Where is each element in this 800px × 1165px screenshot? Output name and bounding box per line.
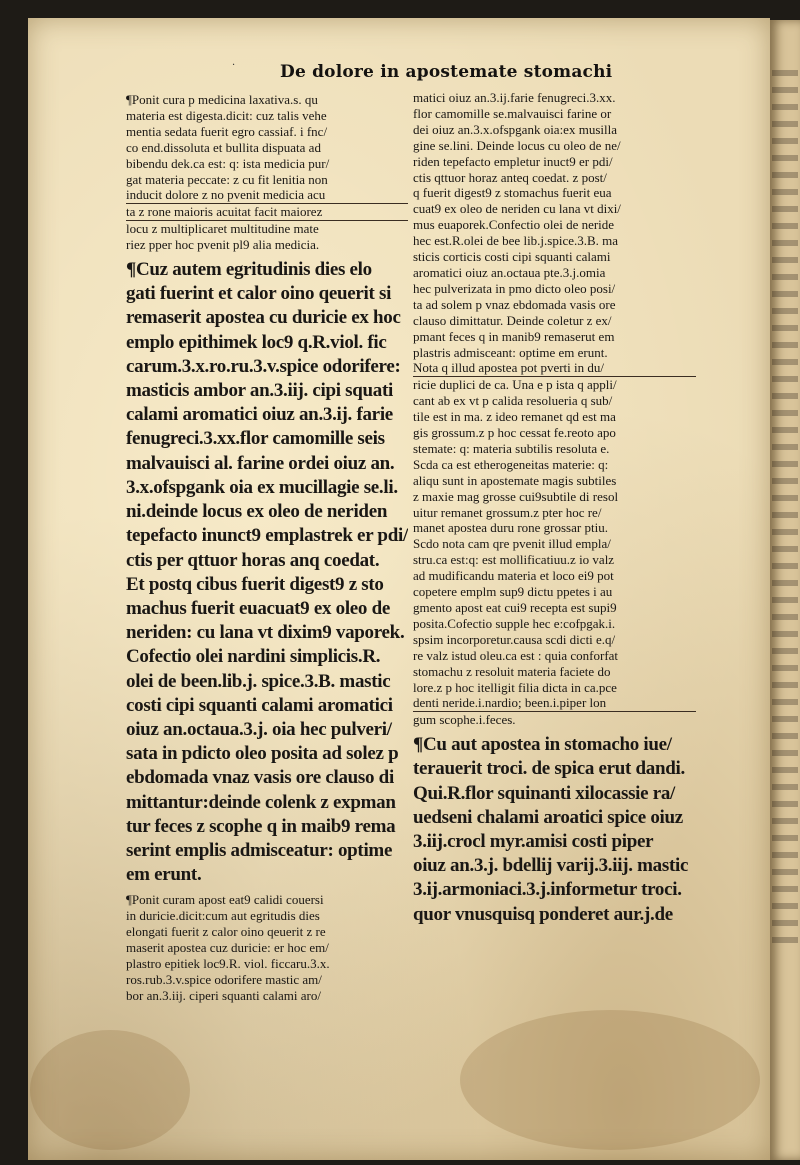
- text-line: malvauisci al. farine ordei oiuz an.: [126, 452, 395, 474]
- text-line: locu z multiplicaret multitudine mate: [126, 221, 319, 237]
- text-line: olei de been.lib.j. spice.3.B. mastic: [126, 670, 391, 692]
- text-line: q fuerit digest9 z stomachus fuerit eua: [413, 185, 612, 201]
- text-line: tur feces z scophe q in maib9 rema: [126, 815, 396, 837]
- text-line: tepefacto inunct9 emplastrek er pdi/: [126, 525, 408, 547]
- text-line: plastris admisceant: optime em erunt.: [413, 344, 608, 360]
- text-line: calami aromatici oiuz an.3.ij. farie: [126, 404, 393, 426]
- text-line: emplo epithimek loc9 q.R.viol. fic: [126, 331, 387, 353]
- text-line: terauerit troci. de spica erut dandi.: [413, 758, 685, 780]
- text-line: Qui.R.flor squinanti xilocassie ra/: [413, 782, 676, 804]
- text-line: uedseni chalami aroatici spice oiuz: [413, 806, 683, 828]
- text-line: aromatici oiuz an.octaua pte.3.j.omia: [413, 264, 606, 280]
- text-line: ad mudificandu materia et loco ei9 pot: [413, 568, 614, 584]
- text-line: lore.z p hoc itelligit filia dicta in ca.pce: [413, 679, 617, 695]
- text-line: in duricie.dicit:cum aut egritudis dies: [126, 908, 320, 924]
- left-text-column: [126, 92, 408, 1004]
- text-line: sticis corticis costi cipi squanti calami: [413, 249, 611, 265]
- text-line: ¶Cu aut apostea in stomacho iue/: [413, 734, 672, 756]
- text-line: masticis ambor an.3.iij. cipi squati: [126, 380, 394, 402]
- text-line: z maxie mag grosse cui9subtile di resol: [413, 488, 619, 504]
- text-line: ¶Ponit cura p medicina laxativa.s. qu: [126, 92, 318, 107]
- text-line: ebdomada vnaz vasis ore clauso di: [126, 767, 394, 789]
- text-line: elongati fuerit z calor oino qeuerit z re: [126, 924, 326, 940]
- text-line: posita.Cofectio supple hec e:cofpgak.i.: [413, 615, 616, 631]
- text-line: ta z rone maioris acuitat facit maiorez: [126, 204, 408, 221]
- text-line: flor camomille se.malvauisci farine or: [413, 105, 612, 121]
- text-line: oiuz an.octaua.3.j. oia hec pulveri/: [126, 718, 392, 740]
- text-line: ricie duplici de ca. Una e p ista q appli/: [413, 377, 617, 393]
- text-line: hec pulverizata in pmo dicto oleo posi/: [413, 280, 616, 296]
- text-line: gmento apost eat cui9 recepta est supi9: [413, 600, 617, 615]
- text-line: Nota q illud apostea pot pverti in du/: [413, 360, 696, 377]
- text-line: mentia sedata fuerit egro cassiaf. i fnc/: [126, 123, 328, 139]
- text-line: Cofectio olei nardini simplicis.R.: [126, 646, 381, 668]
- page-mark: ·: [232, 60, 236, 71]
- text-line: ta ad solem p vnaz ebdomada vasis ore: [413, 296, 616, 312]
- text-line: riez pper hoc pvenit pl9 alia medicia.: [126, 237, 320, 253]
- text-line: copetere emplm sup9 dictu ppetes i au: [413, 584, 613, 600]
- text-line: Scda ca est etherogeneitas materie: q:: [413, 456, 609, 472]
- text-line: tile est in ma. z ideo remanet qd est ma: [413, 409, 616, 425]
- text-line: machus fuerit euacuat9 ex oleo de: [126, 597, 390, 619]
- text-line: gati fuerint et calor oino qeuerit si: [126, 283, 392, 305]
- text-line: bor an.3.iij. ciperi squanti calami aro/: [126, 987, 321, 1003]
- text-line: dei oiuz an.3.x.ofspgank oia:ex musilla: [413, 121, 617, 137]
- text-line: ni.deinde locus ex oleo de neriden: [126, 501, 388, 523]
- text-line: bibendu dek.ca est: q: ista medicia pur/: [126, 155, 330, 171]
- text-line: oiuz an.3.j. bdellij varij.3.iij. mastic: [413, 855, 689, 877]
- text-line: ¶Cuz autem egritudinis dies elo: [126, 259, 372, 281]
- text-line: ctis qttuor horaz anteq coedat. z post/: [413, 169, 607, 185]
- facing-page-text-edge: [772, 70, 798, 950]
- text-line: costi cipi squanti calami aromatici: [126, 694, 393, 716]
- text-line: inducit dolore z no pvenit medicia acu: [126, 187, 408, 204]
- text-line: Et postq cibus fuerit digest9 z sto: [126, 573, 384, 595]
- text-line: cuat9 ex oleo de neriden cu lana vt dixi/: [413, 201, 621, 217]
- text-line: stru.ca est:q: est mollificatiuu.z io valz: [413, 552, 615, 568]
- text-line: clauso dimittatur. Deinde coletur z ex/: [413, 312, 612, 328]
- text-line: gat materia peccate: z cu fit lenitia non: [126, 171, 328, 187]
- text-line: gis grossum.z p hoc cessat fe.reoto apo: [413, 425, 616, 441]
- text-line: serint emplis admisceatur: optime: [126, 839, 393, 861]
- text-line: em erunt.: [126, 864, 202, 886]
- text-line: fenugreci.3.xx.flor camomille seis: [126, 428, 385, 450]
- text-line: hec est.R.olei de bee lib.j.spice.3.B. ma: [413, 233, 619, 249]
- text-line: manet apostea duru rone grossar ptiu.: [413, 520, 608, 536]
- text-line: quor vnusquisq ponderet aur.j.de: [413, 903, 673, 925]
- text-line: uitur remanet grossum.z pter hoc re/: [413, 504, 602, 520]
- text-line: re valz istud oleu.ca est : quia conforfat: [413, 647, 619, 663]
- text-line: sata in pdicto oleo posita ad solez p: [126, 743, 399, 765]
- text-line: cant ab ex vt p calida resolueria q sub/: [413, 393, 613, 409]
- text-line: stomachu z resoluit materia faciete do: [413, 663, 611, 679]
- text-line: remaserit apostea cu duricie ex hoc: [126, 307, 401, 329]
- text-line: ros.rub.3.v.spice odorifere mastic am/: [126, 971, 322, 987]
- running-head: De dolore in apostemate stomachi: [280, 62, 613, 82]
- text-line: neriden: cu lana vt dixim9 vaporek.: [126, 622, 405, 644]
- text-line: matici oiuz an.3.ij.farie fenugreci.3.xx.: [413, 90, 616, 105]
- text-line: materia est digesta.dicit: cuz talis vehe: [126, 107, 327, 123]
- text-line: spsim incorporetur.causa scdi dicti e.q/: [413, 631, 616, 647]
- text-line: 3.x.ofspgank oia ex mucillagie se.li.: [126, 476, 398, 498]
- text-line: plastro epitiek loc9.R. viol. ficcaru.3.x.: [126, 955, 330, 971]
- text-line: stemate: q: materia subtilis resoluta e.: [413, 440, 610, 456]
- text-line: ctis per qttuor horas anq coedat.: [126, 549, 380, 571]
- text-line: gine se.lini. Deinde locus cu oleo de ne/: [413, 137, 621, 153]
- text-line: carum.3.x.ro.ru.3.v.spice odorifere:: [126, 355, 401, 377]
- text-line: 3.iij.crocl myr.amisi costi piper: [413, 831, 654, 853]
- text-line: 3.ij.armoniaci.3.j.informetur troci.: [413, 879, 682, 901]
- water-stain: [30, 1030, 190, 1150]
- text-line: maserit apostea cuz duricie: er hoc em/: [126, 940, 329, 956]
- text-line: ¶Ponit curam apost eat9 calidi couersi: [126, 892, 324, 908]
- right-text-column: [413, 90, 696, 927]
- text-line: Scdo nota cam qre pvenit illud empla/: [413, 536, 611, 552]
- text-line: denti neride.i.nardio; been.i.piper lon: [413, 695, 696, 712]
- water-stain: [460, 1010, 760, 1150]
- text-line: pmant feces q in manib9 remaserut em: [413, 328, 615, 344]
- text-line: riden tepefacto empletur inuct9 er pdi/: [413, 153, 613, 169]
- text-line: gum scophe.i.feces.: [413, 712, 516, 728]
- text-line: co end.dissoluta et bullita dispuata ad: [126, 139, 321, 155]
- text-line: aliqu sunt in apostemate magis subtiles: [413, 472, 617, 488]
- text-line: mus euaporek.Confectio olei de neride: [413, 217, 615, 233]
- text-line: mittantur:deinde colenk z expman: [126, 791, 396, 813]
